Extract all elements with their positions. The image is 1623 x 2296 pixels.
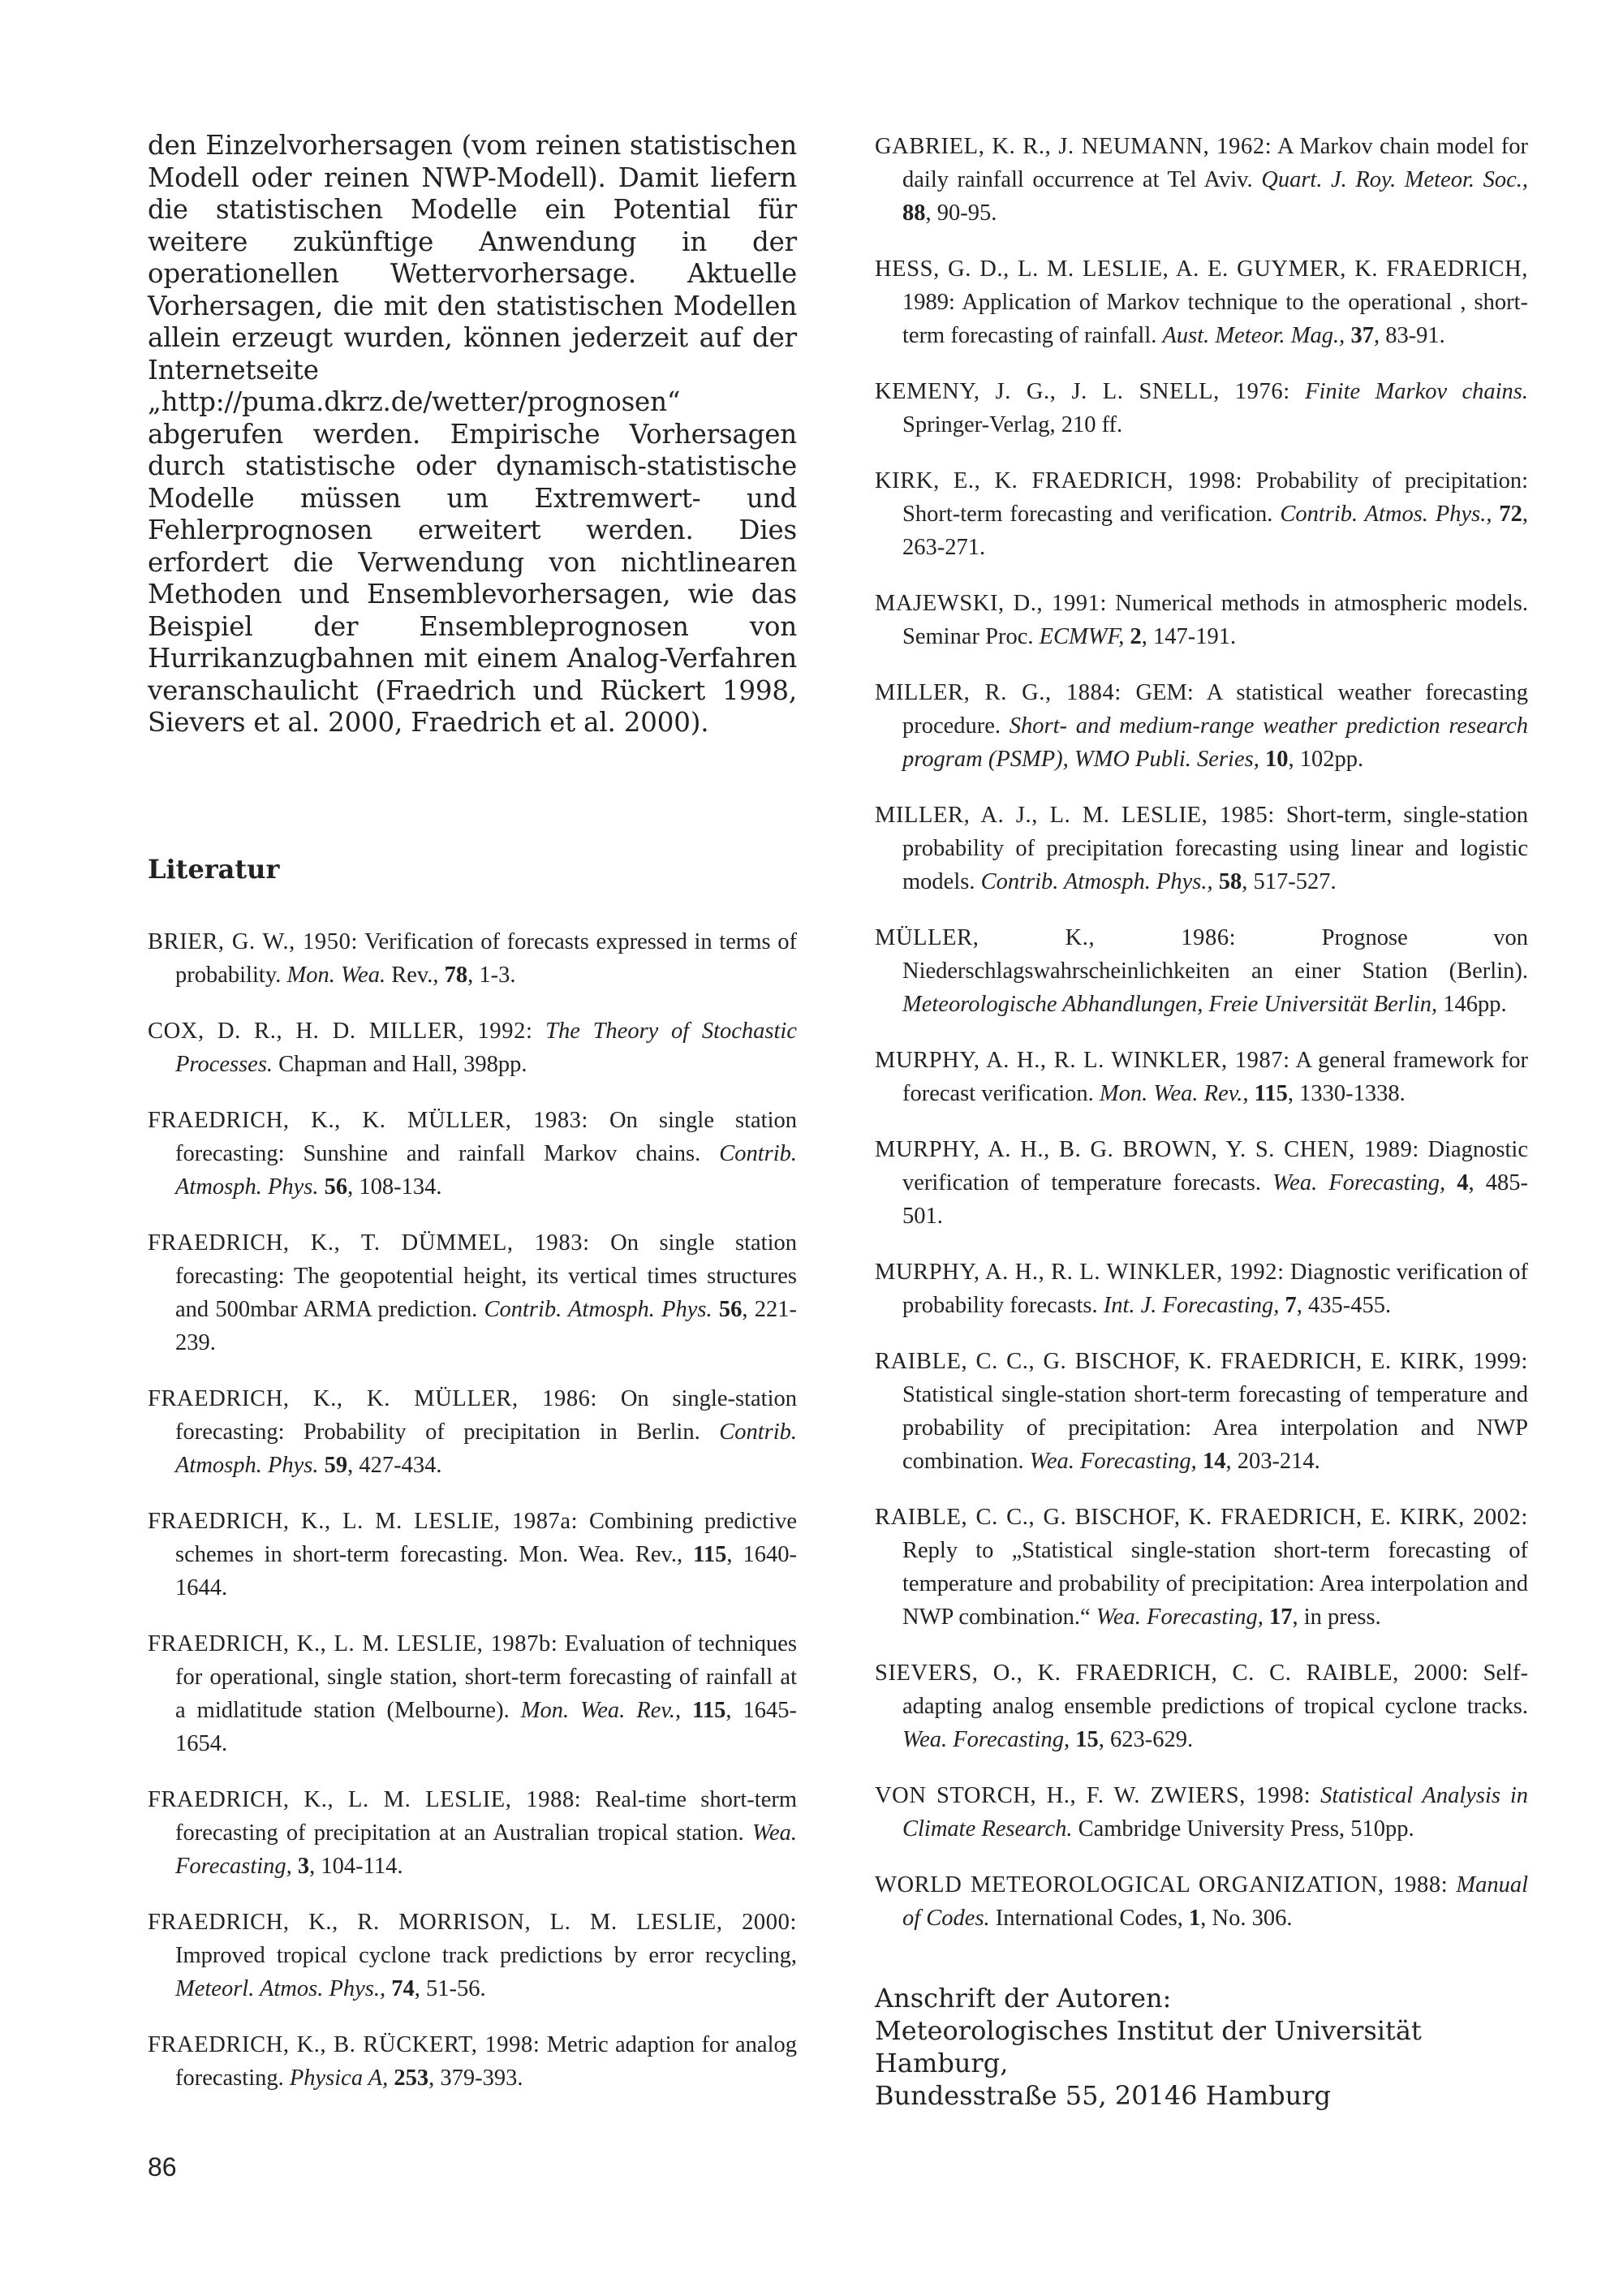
reference-pages: , 427-434. [347, 1453, 442, 1478]
reference-volume: 56 [324, 1174, 348, 1200]
reference-journal: Mon. Wea. Rev., [520, 1698, 682, 1723]
reference-authors: COX, D. R., H. D. MILLER, 1992: [148, 1019, 533, 1044]
reference-entry [148, 1906, 797, 2005]
reference-title [1290, 379, 1305, 404]
reference-entry [148, 2028, 797, 2095]
reference-journal: Wea. Forecasting, [1029, 1449, 1197, 1474]
reference-authors: MURPHY, A. H., R. L. WINKLER, 1987: [875, 1048, 1290, 1073]
reference-journal: Contrib. Atmosph. Phys., [980, 869, 1213, 894]
reference-rest [319, 1453, 325, 1478]
reference-volume: 3 [297, 1854, 310, 1879]
reference-authors: FRAEDRICH, K., K. MÜLLER, 1983: [148, 1108, 589, 1133]
reference-authors: KIRK, E., K. FRAEDRICH, 1998: [875, 468, 1243, 493]
reference-journal: Mon. Wea. [286, 963, 386, 988]
reference-authors: RAIBLE, C. C., G. BISCHOF, K. FRAEDRICH, E. KIRK, 1999: [875, 1349, 1528, 1374]
reference-authors: FRAEDRICH, K., K. MÜLLER, 1986: [148, 1386, 598, 1411]
reference-journal: Quart. J. Roy. Meteor. Soc., [1261, 167, 1528, 192]
reference-pages: , 147-191. [1141, 624, 1237, 649]
reference-pages: , 623-629. [1098, 1727, 1194, 1752]
address-line-1: Meteorologisches Institut der Universität Hamburg, [875, 2015, 1422, 2078]
reference-authors: BRIER, G. W., 1950: [148, 929, 358, 954]
reference-journal: Wea. Forecasting, [1096, 1605, 1264, 1630]
reference-authors: FRAEDRICH, K., T. DÜMMEL, 1983: [148, 1230, 590, 1256]
reference-title: Statistical single-station short-term forecasting of temperature and probability of precipitation: Area interpolation and NWP combination. [902, 1382, 1528, 1474]
reference-rest [1197, 1449, 1203, 1474]
reference-rest [1445, 1170, 1457, 1195]
reference-journal: ECMWF, [1039, 624, 1125, 649]
reference-title: A Markov chain model for daily rainfall occurrence at Tel Aviv. [902, 134, 1528, 192]
reference-title: Probability of precipitation: Short-term forecasting and verification. [902, 468, 1529, 527]
reference-rest: Rev., [385, 963, 445, 988]
reference-entry [875, 1133, 1528, 1233]
reference-authors: MILLER, A. J., L. M. LESLIE, 1985: [875, 803, 1275, 828]
reference-journal: Statistical Analysis in Climate Research. [902, 1783, 1529, 1842]
reference-journal: Wea. Forecasting, [175, 1820, 797, 1879]
page-number: 86 [148, 2152, 177, 2182]
address-heading: Anschrift der Autoren: [875, 1983, 1172, 2014]
reference-rest: 146pp. [1437, 992, 1507, 1017]
reference-rest: Cambridge University Press, 510pp. [1072, 1816, 1414, 1842]
reference-volume: 7 [1285, 1293, 1297, 1318]
reference-authors: MAJEWSKI, D., 1991: [875, 591, 1108, 616]
reference-rest [712, 1297, 719, 1322]
reference-authors: FRAEDRICH, K., L. M. LESLIE, 1987b: [148, 1631, 558, 1656]
reference-rest [319, 1174, 325, 1200]
reference-title [532, 1019, 545, 1044]
reference-journal: The Theory of Stochastic Processes. [175, 1019, 797, 1077]
reference-title: Reply to „Statistical single-station short-term forecasting of temperature and probability of precipitation: Area interpolation and NWP combination.“ [902, 1538, 1528, 1630]
reference-pages: , 1640-1644. [175, 1542, 797, 1600]
reference-rest [292, 1854, 298, 1879]
reference-title: On single station forecasting: The geopotential height, its vertical times structures and 500mbar ARMA prediction. [175, 1230, 797, 1322]
reference-rest: Chapman and Hall, 398pp. [273, 1052, 527, 1077]
reference-volume: 74 [391, 1976, 415, 2001]
reference-pages: , 435-455. [1296, 1293, 1392, 1318]
reference-rest [1249, 1081, 1255, 1106]
reference-entry [148, 1783, 797, 1883]
reference-journal: Finite Markov chains. [1305, 379, 1529, 404]
reference-entry [875, 921, 1528, 1021]
reference-pages: , 51-56. [414, 1976, 486, 2001]
reference-list-right [875, 130, 1528, 1935]
reference-volume: 10 [1264, 747, 1289, 772]
reference-pages: , in press. [1292, 1605, 1381, 1630]
reference-volume: 14 [1202, 1449, 1226, 1474]
reference-entry [148, 925, 797, 992]
reference-rest [681, 1698, 692, 1723]
reference-journal: Int. J. Forecasting, [1103, 1293, 1280, 1318]
reference-authors: HESS, G. D., L. M. LESLIE, A. E. GUYMER, K. FRAEDRICH, [875, 256, 1528, 282]
reference-volume: 4 [1457, 1170, 1469, 1195]
reference-pages: , 203-214. [1225, 1449, 1320, 1474]
reference-pages: , 263-271. [902, 502, 1529, 560]
reference-journal: Wea. Forecasting, [1272, 1170, 1446, 1195]
reference-rest [1259, 747, 1265, 772]
reference-authors: MURPHY, A. H., R. L. WINKLER, 1992: [875, 1260, 1285, 1285]
reference-title [1311, 1783, 1320, 1808]
reference-authors: VON STORCH, H., F. W. ZWIERS, 1998: [875, 1783, 1311, 1808]
author-address [875, 1982, 1528, 2112]
reference-list-left [148, 925, 797, 2117]
reference-entry [875, 1868, 1528, 1935]
address-line-2: Bundesstraße 55, 20146 Hamburg [875, 2080, 1331, 2111]
reference-authors: FRAEDRICH, K., R. MORRISON, L. M. LESLIE, 2000: [148, 1910, 797, 1935]
reference-title: Short-term, single-station probability of precipitation forecasting using linear and logistic models. [902, 803, 1528, 894]
reference-pages: , 104-114. [309, 1854, 403, 1879]
reference-pages: , 1-3. [467, 963, 516, 988]
reference-title: A general framework for forecast verification. [902, 1048, 1528, 1106]
reference-pages: , 108-134. [347, 1174, 442, 1200]
reference-pages: , 102pp. [1288, 747, 1364, 772]
reference-volume: 115 [693, 1542, 727, 1567]
reference-authors: RAIBLE, C. C., G. BISCHOF, K. FRAEDRICH, E. KIRK, 2002: [875, 1505, 1528, 1530]
reference-authors: FRAEDRICH, K., B. RÜCKERT, 1998: [148, 2032, 540, 2057]
reference-title: On single station forecasting: Sunshine and rainfall Markov chains. [175, 1108, 797, 1166]
reference-entry [148, 1382, 797, 1482]
reference-journal: Wea. Forecasting, [902, 1727, 1070, 1752]
reference-rest [1213, 869, 1219, 894]
reference-entry [875, 799, 1528, 898]
reference-title: Diagnostic verification of probability forecasts. [902, 1260, 1528, 1318]
reference-title: GEM: A statistical weather forecasting procedure. [902, 680, 1529, 739]
reference-pages: , 83-91. [1373, 323, 1445, 348]
reference-title: Prognose von Niederschlagswahrscheinlichkeiten an einer Station (Berlin). [902, 925, 1528, 984]
reference-volume: 59 [324, 1453, 348, 1478]
reference-title: Combining predictive schemes in short-term forecasting. Mon. Wea. Rev., [175, 1509, 797, 1567]
reference-pages: , 1645-1654. [175, 1698, 798, 1756]
reference-journal: Short- and medium-range weather prediction research program (PSMP), WMO Publi. Series, [902, 713, 1528, 772]
reference-volume: 78 [444, 963, 468, 988]
reference-journal: Contrib. Atmosph. Phys. [175, 1419, 797, 1478]
reference-rest: Springer-Verlag, 210 ff. [902, 412, 1123, 437]
reference-pages: , 90-95. [925, 200, 997, 226]
reference-entry [875, 676, 1528, 776]
reference-authors: MURPHY, A. H., B. G. BROWN, Y. S. CHEN, 1989: [875, 1137, 1419, 1162]
reference-entry [148, 1627, 797, 1760]
reference-title: On single-station forecasting: Probability of precipitation in Berlin. [175, 1386, 797, 1445]
reference-rest: International Codes, [989, 1906, 1190, 1931]
reference-pages: , 517-527. [1242, 869, 1337, 894]
reference-pages: , 379-393. [428, 2066, 523, 2091]
reference-journal: Meteorologische Abhandlungen, Freie Universität Berlin, [902, 992, 1438, 1017]
reference-title: Improved tropical cyclone track predictions by error recycling, [175, 1943, 797, 1968]
reference-title: Numerical methods in atmospheric models. Seminar Proc. [902, 591, 1528, 649]
left-column [148, 130, 797, 739]
reference-journal: Contrib. Atmos. Phys., [1280, 502, 1492, 527]
reference-entry [875, 252, 1528, 352]
reference-volume: 115 [1254, 1081, 1288, 1106]
reference-entry [875, 130, 1528, 230]
right-column [875, 130, 1528, 2112]
reference-authors: FRAEDRICH, K., L. M. LESLIE, 1987a: [148, 1509, 579, 1534]
reference-volume: 58 [1218, 869, 1242, 894]
reference-authors: GABRIEL, K. R., J. NEUMANN, 1962: [875, 134, 1272, 159]
reference-entry [875, 587, 1528, 653]
reference-journal: Mon. Wea. Rev., [1099, 1081, 1249, 1106]
reference-title: Verification of forecasts expressed in terms of probability. [175, 929, 797, 988]
reference-entry [875, 1501, 1528, 1634]
reference-rest [1264, 1605, 1269, 1630]
reference-entry [875, 1345, 1528, 1478]
reference-volume: 72 [1499, 502, 1522, 527]
reference-volume: 1 [1189, 1906, 1201, 1931]
reference-journal: Manual of Codes. [902, 1872, 1529, 1931]
reference-volume: 56 [718, 1297, 743, 1322]
reference-journal: Contrib. Atmosph. Phys. [484, 1297, 712, 1322]
reference-pages: , No. 306. [1200, 1906, 1293, 1931]
section-heading-literatur: Literatur [148, 854, 280, 885]
body-paragraph: den Einzelvorhersagen (vom reinen statistischen Modell oder reinen NWP-Modell). Damit liefern die statistischen Modelle ein Potential für weitere zukünftige Anwendung in der operationellen Wettervorhersage. Aktuelle Vorhersagen, die mit den statistischen Modellen allein erzeugt wurden, können jederzeit auf der Internetseite „http://puma.dkrz.de/wetter/prognosen“ abgerufen werden. Empirische Vorhersagen durch statistische oder dynamisch-statistische Modelle müssen um Extremwert- und Fehlerprognosen erweitert werden. Dies erfordert die Verwendung von nichtlinearen Methoden und Ensemblevorhersagen, wie das Beispiel der Ensembleprognosen von Hurrikanzugbahnen mit einem Analog-Verfahren veranschaulicht (Fraedrich und Rückert 1998, Sievers et al. 2000, Fraedrich et al. 2000). [148, 130, 797, 738]
reference-title: Evaluation of techniques for operational, single station, short-term forecasting of rainfall at a midlatitude station (Melbourne). [175, 1631, 797, 1723]
reference-pages: , 1330-1338. [1287, 1081, 1406, 1106]
reference-entry [148, 1505, 797, 1605]
reference-journal: Meteorl. Atmos. Phys., [175, 1976, 386, 2001]
reference-journal: Physica A, [289, 2066, 389, 2091]
reference-authors: MILLER, R. G., 1884: [875, 680, 1121, 705]
reference-title [1448, 1872, 1456, 1898]
reference-volume: 253 [394, 2066, 429, 2091]
reference-title: 1989: Application of Markov technique to the operational , short-term forecasting of rainfall. [902, 290, 1528, 348]
reference-volume: 88 [902, 200, 926, 226]
reference-entry [148, 1014, 797, 1081]
reference-entry [875, 1256, 1528, 1322]
reference-entry [875, 375, 1528, 442]
reference-authors: MÜLLER, K., 1986: [875, 925, 1237, 950]
reference-entry [875, 464, 1528, 564]
reference-volume: 115 [692, 1698, 726, 1723]
reference-authors: KEMENY, J. G., J. L. SNELL, 1976: [875, 379, 1290, 404]
reference-title: Diagnostic verification of temperature forecasts. [902, 1137, 1528, 1195]
reference-title: Metric adaption for analog forecasting. [175, 2032, 797, 2091]
reference-journal: Aust. Meteor. Mag., [1162, 323, 1345, 348]
reference-authors: WORLD METEOROLOGICAL ORGANIZATION, 1988: [875, 1872, 1449, 1898]
reference-volume: 2 [1130, 624, 1142, 649]
reference-title: Self-adapting analog ensemble predictions of tropical cyclone tracks. [902, 1661, 1528, 1719]
reference-authors: FRAEDRICH, K., L. M. LESLIE, 1988: [148, 1787, 582, 1812]
reference-volume: 37 [1350, 323, 1374, 348]
reference-entry [875, 1044, 1528, 1110]
reference-pages: , 221-239. [175, 1297, 798, 1355]
reference-journal: Contrib. Atmosph. Phys. [175, 1141, 797, 1200]
reference-volume: 17 [1268, 1605, 1293, 1630]
reference-entry [875, 1779, 1528, 1846]
reference-entry [148, 1226, 797, 1359]
reference-pages: , 485-501. [902, 1170, 1528, 1229]
reference-volume: 15 [1075, 1727, 1099, 1752]
reference-title: Real-time short-term forecasting of precipitation at an Australian tropical station. [175, 1787, 798, 1846]
reference-entry [148, 1104, 797, 1204]
reference-authors: SIEVERS, O., K. FRAEDRICH, C. C. RAIBLE, 2000: [875, 1661, 1469, 1686]
reference-entry [875, 1656, 1528, 1756]
